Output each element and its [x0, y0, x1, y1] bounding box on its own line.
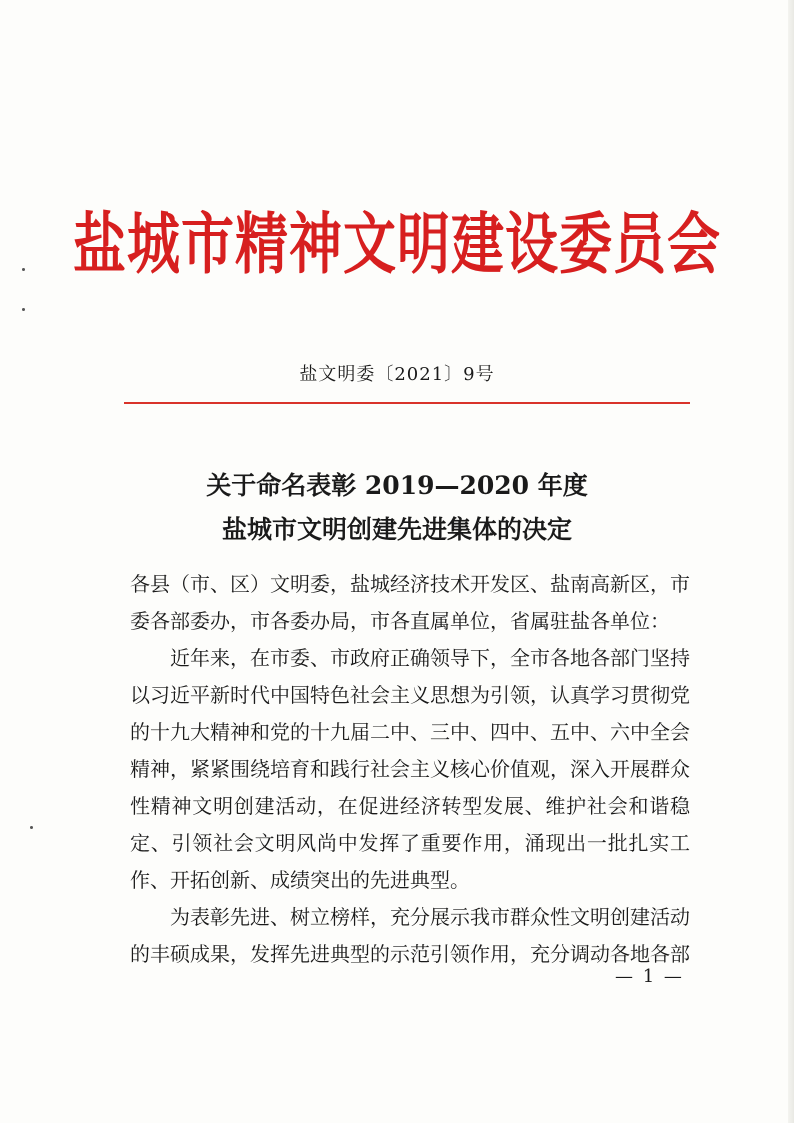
- title-line-2: 盐城市文明创建先进集体的决定: [221, 515, 572, 544]
- scan-edge: [788, 0, 794, 1123]
- title-line-1: 关于命名表彰 2019—2020 年度: [206, 471, 588, 500]
- document-number: 盐文明委〔2021〕9号: [299, 364, 495, 385]
- addressee-paragraph: 各县（市、区）文明委，盐城经济技术开发区、盐南高新区，市委各部委办，市各委办局，市各直属单位，省属驻盐各单位：: [130, 572, 690, 633]
- body-paragraph: 近年来，在市委、市政府正确领导下，全市各地各部门坚持以习近平新时代中国特色社会主义思想为引领，认真学习贯彻党的十九大精神和党的十九届二中、三中、四中、五中、六中全会精神，紧紧围绕培育和践行社会主义核心价值观，深入开展群众性精神文明创建活动，在促进经济转型发展、维护社会和谐稳定、引领社会文明风尚中发挥了重要作用，涌现出一批扎实工作、开拓创新、成绩突出的先进典型。: [130, 646, 690, 892]
- scan-speck: [22, 308, 25, 311]
- issuing-organization-header: 盐城市精神文明建设委员会: [73, 205, 721, 284]
- document-body: [130, 566, 690, 973]
- scan-speck: [30, 826, 33, 829]
- red-separator-line: [124, 402, 690, 404]
- document-title: [0, 464, 794, 552]
- page-number: — 1 —: [615, 966, 684, 987]
- body-paragraph: 为表彰先进、树立榜样，充分展示我市群众性文明创建活动的丰硕成果，发挥先进典型的示范引领作用，充分调动各地各部: [130, 905, 690, 966]
